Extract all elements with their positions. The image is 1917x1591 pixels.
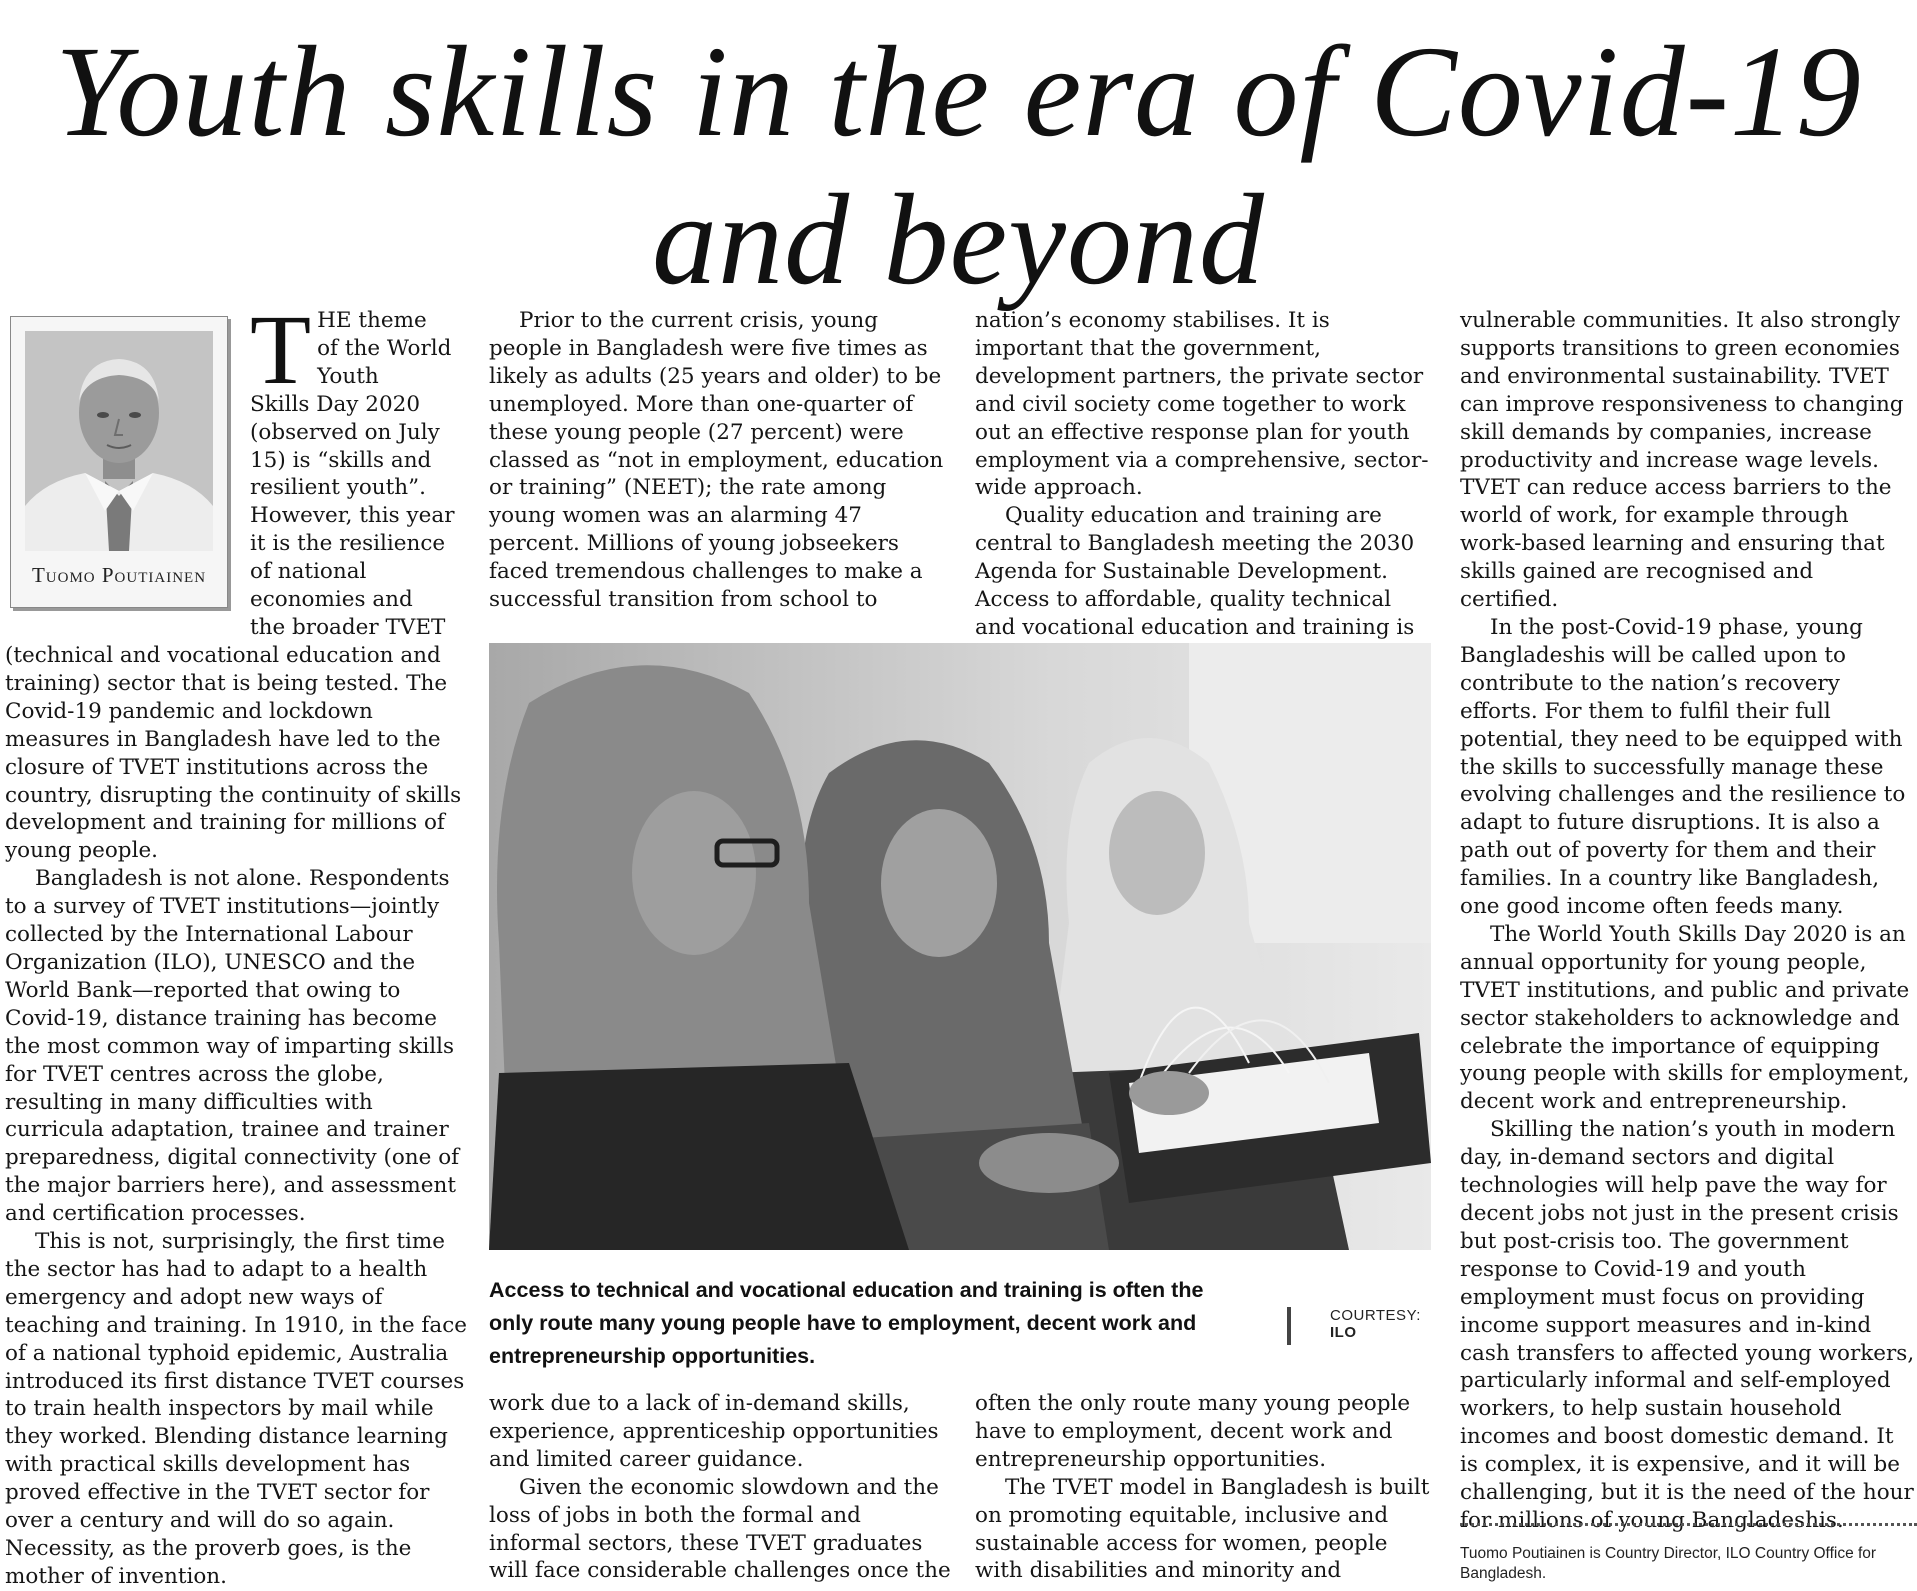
column-1-intro [250,294,470,642]
intro-line: However, this year [250,503,455,529]
column-2-bottom [489,1390,951,1585]
intro-line: HE theme [317,308,427,333]
column-1 [5,642,467,1591]
paragraph: In the post-Covid-19 phase, young Bangladeshis will be called upon to contribute to the nation’s recovery efforts. For them to fulfil their full potential, they need to be equipped with the skills to successfully manage these evolving challenges and the resilience to adapt to future disruptions. It is also a path out of poverty for them and their families. In a country like Bangladesh, one good income often feeds many. [1460,614,1906,920]
author-bio: Tuomo Poutiainen is Country Director, ILO Country Office for Bangladesh. [1460,1545,1877,1582]
paragraph: The World Youth Skills Day 2020 is an annual opportunity for young people, TVET institutions, and public and private sector stakeholders to acknowledge and celebrate the importance of equipping young people with skills for employment, decent work and entrepreneurship. [1460,921,1910,1115]
paragraph: vulnerable communities. It also strongly supports transitions to green economies and environmental sustainability. TVET can improve responsiveness to changing skill demands by companies, increase productivity and increase wage levels. TVET can reduce access barriers to the world of work, for example through work-based learning and ensuring that skills gained are recognised and certified. [1460,308,1904,613]
article-photo [489,643,1431,1250]
paragraph: Quality education and training are central to Bangladesh meeting the 2030 Agenda for Sustainable Development. Access to affordable, quality technical and vocational education and training is [975,503,1415,640]
drop-cap: T [250,294,312,405]
paragraph: nation’s economy stabilises. It is important that the government, development partners, the private sector and civil society come together to work out an effective response plan for youth employment via a comprehensive, sector-wide approach. [975,308,1429,501]
photo-caption: Access to technical and vocational education and training is often the only route many young people have to employment, decent work and entrepreneurship opportunities. [489,1278,1204,1368]
intro-line: of the World [317,335,452,361]
paragraph: Prior to the current crisis, young people in Bangladesh were five times as likely as adults (25 years and older) to be unemployed. More than one-quarter of these young people (27 percent) were classed as “not in employment, education or training” (NEET); the rate among young women was an alarming 47 percent. Millions of young jobseekers faced tremendous challenges to make a successful transition from school to [489,308,944,613]
intro-line: Skills Day 2020 [250,391,421,417]
intro-line: it is the resilience [250,531,446,557]
courtesy-label: COURTESY: [1330,1307,1421,1324]
author-box [10,316,228,608]
intro-line: Youth [317,363,379,389]
column-4 [1460,307,1915,1535]
courtesy-org: ILO [1330,1324,1357,1341]
paragraph: often the only route many young people have to employment, decent work and entrepreneurship opportunities. [975,1391,1411,1472]
intro-line: the broader TVET [250,614,446,640]
intro-line: of national [250,559,367,585]
headline [0,18,1917,314]
headline-line-2: and beyond [652,168,1265,312]
bio-divider [1460,1523,1917,1526]
paragraph: work due to a lack of in-demand skills, experience, apprenticeship opportunities and limited career guidance. [489,1391,939,1472]
paragraph: This is not, surprisingly, the first time the sector has had to adapt to a health emergency and adopt new ways of teaching and training. In 1910, in the face of a national typhoid epidemic, Australia introduced its first distance TVET courses to train health inspectors by mail while they worked. Blending distance learning with practical skills development has proved effective in the TVET sector for over a century and will do so again. Necessity, as the proverb goes, is the mother of invention. [5,1229,467,1589]
photo-credit [1330,1307,1421,1341]
column-3-bottom [975,1390,1437,1585]
intro-line: 15) is “skills and [250,447,432,473]
author-name: Tuomo Poutiainen [31,563,207,587]
column-3-top [975,307,1435,642]
column-2-top [489,307,949,614]
paragraph: Given the economic slowdown and the loss of jobs in both the formal and informal sectors, these TVET graduates will face considerable challenges once the [489,1474,951,1584]
author-photo [25,331,213,551]
author-portrait-image [25,331,213,551]
courtesy-divider [1287,1307,1291,1345]
intro-line: resilient youth”. [250,475,426,501]
intro-line: economies and [250,587,413,613]
paragraph: (technical and vocational education and training) sector that is being tested. The Covid-19 pandemic and lockdown measures in Bangladesh have led to the closure of TVET institutions across the country, disrupting the continuity of skills development and training for millions of young people. [5,643,462,864]
students-lab-image [489,643,1431,1250]
paragraph: Bangladesh is not alone. Respondents to a survey of TVET institutions—jointly collected by the International Labour Organization (ILO), UNESCO and the World Bank—reported that owing to Covid-19, distance training has become the most common way of imparting skills for TVET centres across the globe, resulting in many difficulties with curricula adaptation, trainee and trainer preparedness, digital connectivity (one of the major barriers here), and assessment and certification processes. [5,866,460,1227]
paragraph: Skilling the nation’s youth in modern day, in-demand sectors and digital technologies will help pave the way for decent jobs not just in the present crisis but post-crisis too. The government response to Covid-19 and youth employment must focus on providing income support measures and in-kind cash transfers to affected young workers, particularly informal and self-employed workers, to help sustain household incomes and boost domestic demand. It is complex, it is expensive, and it will be challenging, but it is the need of the hour for millions of young Bangladeshis. [1460,1117,1915,1533]
headline-line-1: Youth skills in the era of Covid-19 [55,20,1862,164]
paragraph: The TVET model in Bangladesh is built on promoting equitable, inclusive and sustainable access for women, people with disabilities and minority and [975,1474,1430,1584]
intro-line: (observed on July [250,419,440,445]
